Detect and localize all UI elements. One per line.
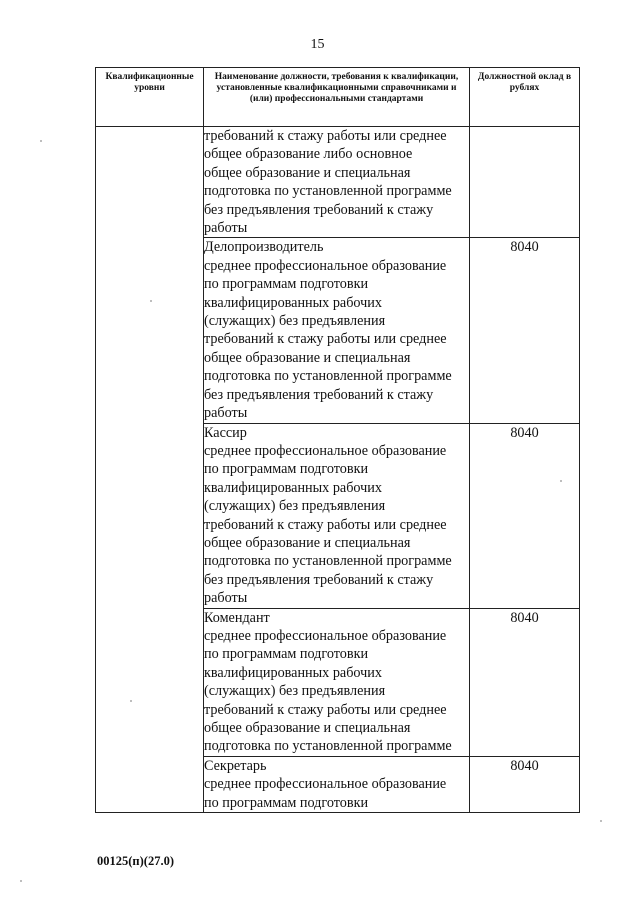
qualification-table [95, 67, 580, 813]
header-level: Квалификационные уровни [96, 68, 204, 127]
salary-cell: 8040 [470, 608, 580, 756]
table-header-row [96, 68, 580, 127]
position-description: Секретарь среднее профессиональное образование по программам подготовки [204, 756, 470, 812]
scan-speck [40, 140, 42, 142]
salary-cell: 8040 [470, 238, 580, 423]
header-position: Наименование должности, требования к квалификации, установленные квалификационными справочниками и (или) профессиональными стандартами [204, 68, 470, 127]
position-description: Комендант среднее профессиональное образование по программам подготовки квалифицированных рабочих (служащих) без предъявления требований к стажу работы или среднее общее образование и специальная подготовка по установленной программе [204, 608, 470, 756]
scan-speck [600, 820, 602, 822]
scan-speck [130, 700, 132, 702]
document-code: 00125(п)(27.0) [97, 854, 174, 868]
scan-speck [560, 480, 562, 482]
level-cell [96, 127, 204, 813]
page-number: 15 [310, 37, 325, 52]
position-description: требований к стажу работы или среднее общее образование либо основное общее образование и специальная подготовка по установленной программе без предъявления требований к стажу работы [204, 127, 470, 238]
salary-cell: 8040 [470, 423, 580, 608]
position-description: Кассир среднее профессиональное образование по программам подготовки квалифицированных рабочих (служащих) без предъявления требований к стажу работы или среднее общее образование и специальная подготовка по установленной программе без предъявления требований к стажу работы [204, 423, 470, 608]
salary-cell [470, 127, 580, 238]
header-salary: Должностной оклад в рублях [470, 68, 580, 127]
position-description: Делопроизводитель среднее профессиональное образование по программам подготовки квалифицированных рабочих (служащих) без предъявления требований к стажу работы или среднее общее образование и специальная подготовка по установленной программе без предъявления требований к стажу работы [204, 238, 470, 423]
scan-speck [150, 300, 152, 302]
scan-speck [20, 880, 22, 882]
salary-cell: 8040 [470, 756, 580, 812]
table-row [96, 127, 580, 238]
